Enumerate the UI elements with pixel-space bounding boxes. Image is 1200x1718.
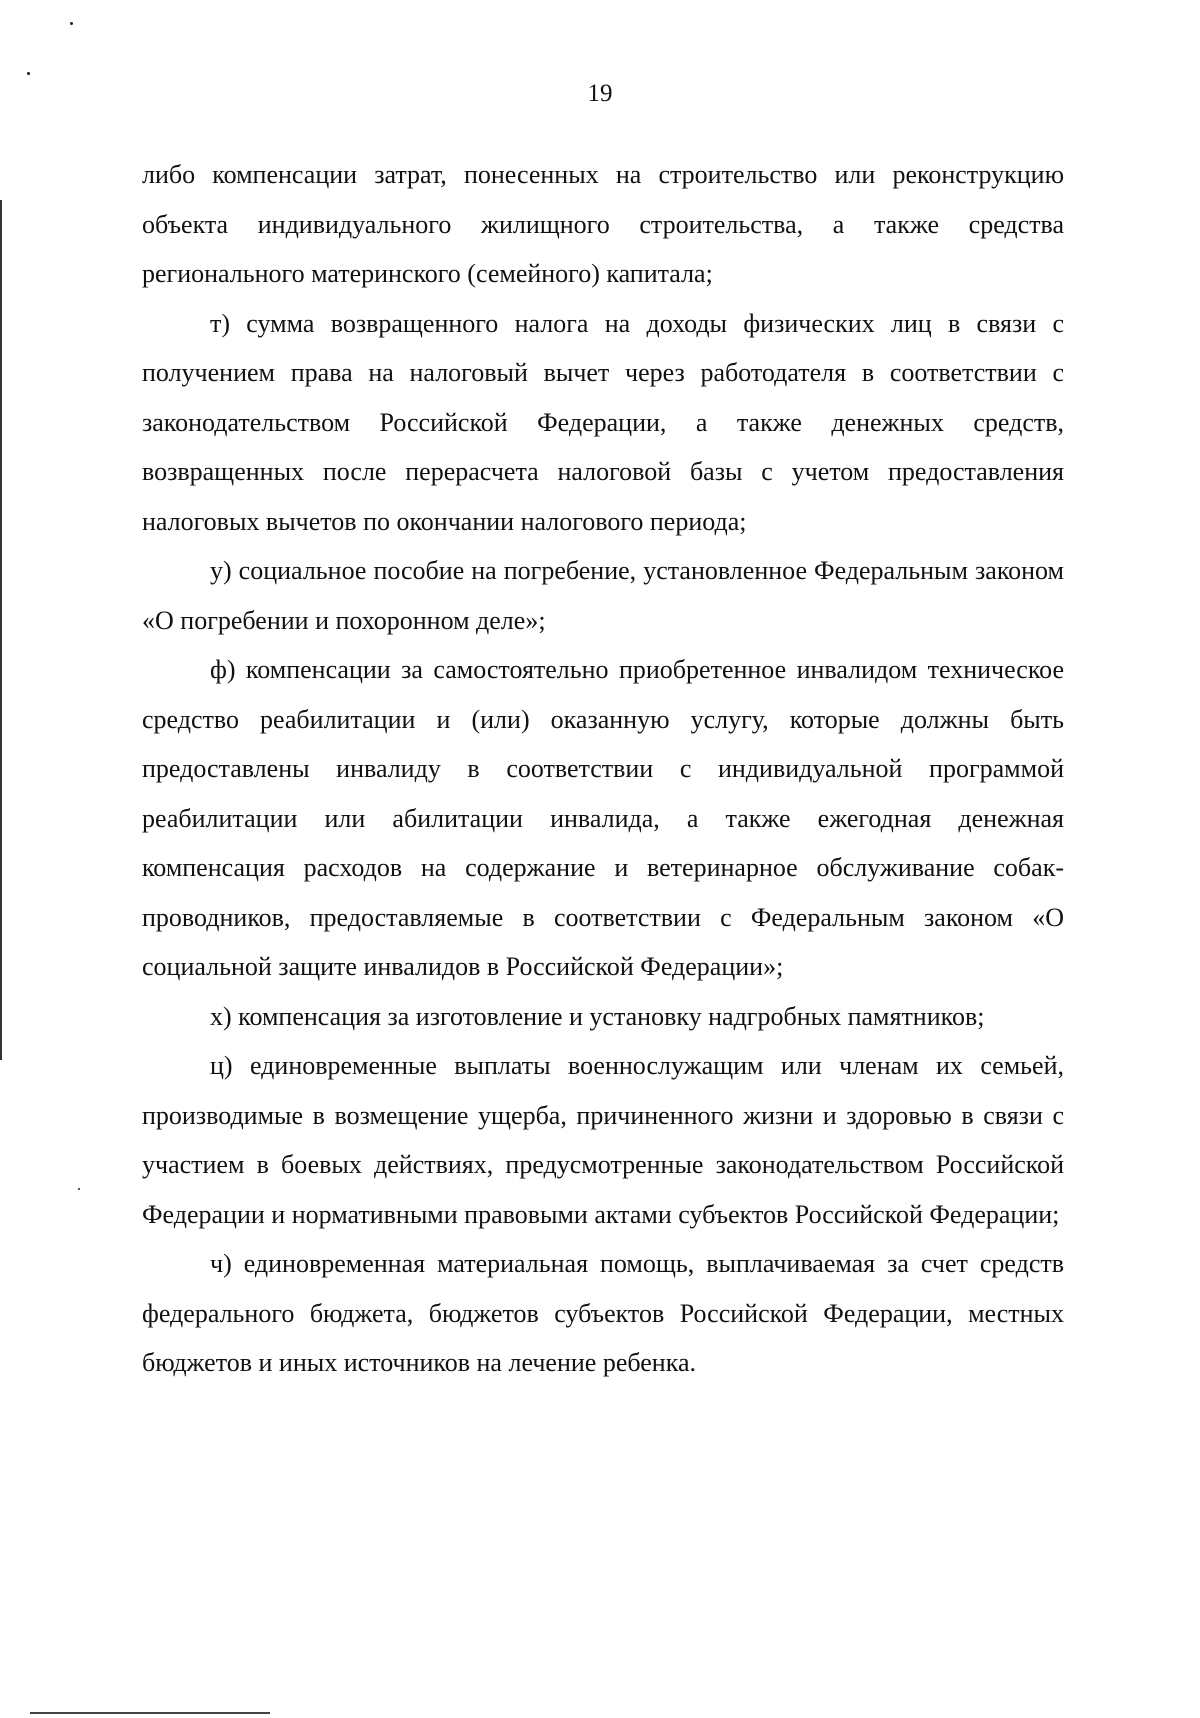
paragraph-item-ts: ц) единовременные выплаты военнослужащим или членам их семьей, производимые в возмещение ущерба, причиненного жизни и здоровью в связи с участием в боевых действиях, предусмотренные законодательством Российской Федерации и нормативными правовыми актами субъектов Российской Федерации; <box>142 1051 1064 1229</box>
scan-speck <box>78 1188 80 1190</box>
paragraph-item-ch: ч) единовременная материальная помощь, выплачиваемая за счет средств федерального бюджета, бюджетов субъектов Российской Федерации, местных бюджетов и иных источников на лечение ребенка. <box>142 1249 1064 1377</box>
paragraph-item-u: у) социальное пособие на погребение, установленное Федеральным законом «О погребении и похоронном деле»; <box>142 556 1064 635</box>
paragraph-item-f: ф) компенсации за самостоятельно приобретенное инвалидом техническое средство реабилитации и (или) оказанную услугу, которые должны быть предоставлены инвалиду в соответствии с индивидуальной программой реабилитации или абилитации инвалида, а также ежегодная денежная компенсация расходов на содержание и ветеринарное обслуживание собак-проводников, предоставляемые в соответствии с Федеральным законом «О социальной защите инвалидов в Российской Федерации»; <box>142 655 1064 981</box>
paragraph-item-t: т) сумма возвращенного налога на доходы физических лиц в связи с получением права на налоговый вычет через работодателя в соответствии с законодательством Российской Федерации, а также денежных средств, возвращенных после перерасчета налоговой базы с учетом предоставления налоговых вычетов по окончании налогового периода; <box>142 308 1064 536</box>
scan-edge-bottom <box>30 1712 270 1714</box>
paragraph-item-kh: х) компенсация за изготовление и установку надгробных памятников; <box>210 1001 985 1031</box>
paragraph-continuation: либо компенсации затрат, понесенных на строительство или реконструкцию объекта индивидуального жилищного строительства, а также средства регионального материнского (семейного) капитала; <box>142 160 1064 288</box>
scan-speck <box>70 22 73 25</box>
page-number: 19 <box>587 80 613 107</box>
scan-edge-left <box>0 200 2 1060</box>
document-body <box>142 150 1064 1388</box>
scan-speck <box>27 72 30 75</box>
